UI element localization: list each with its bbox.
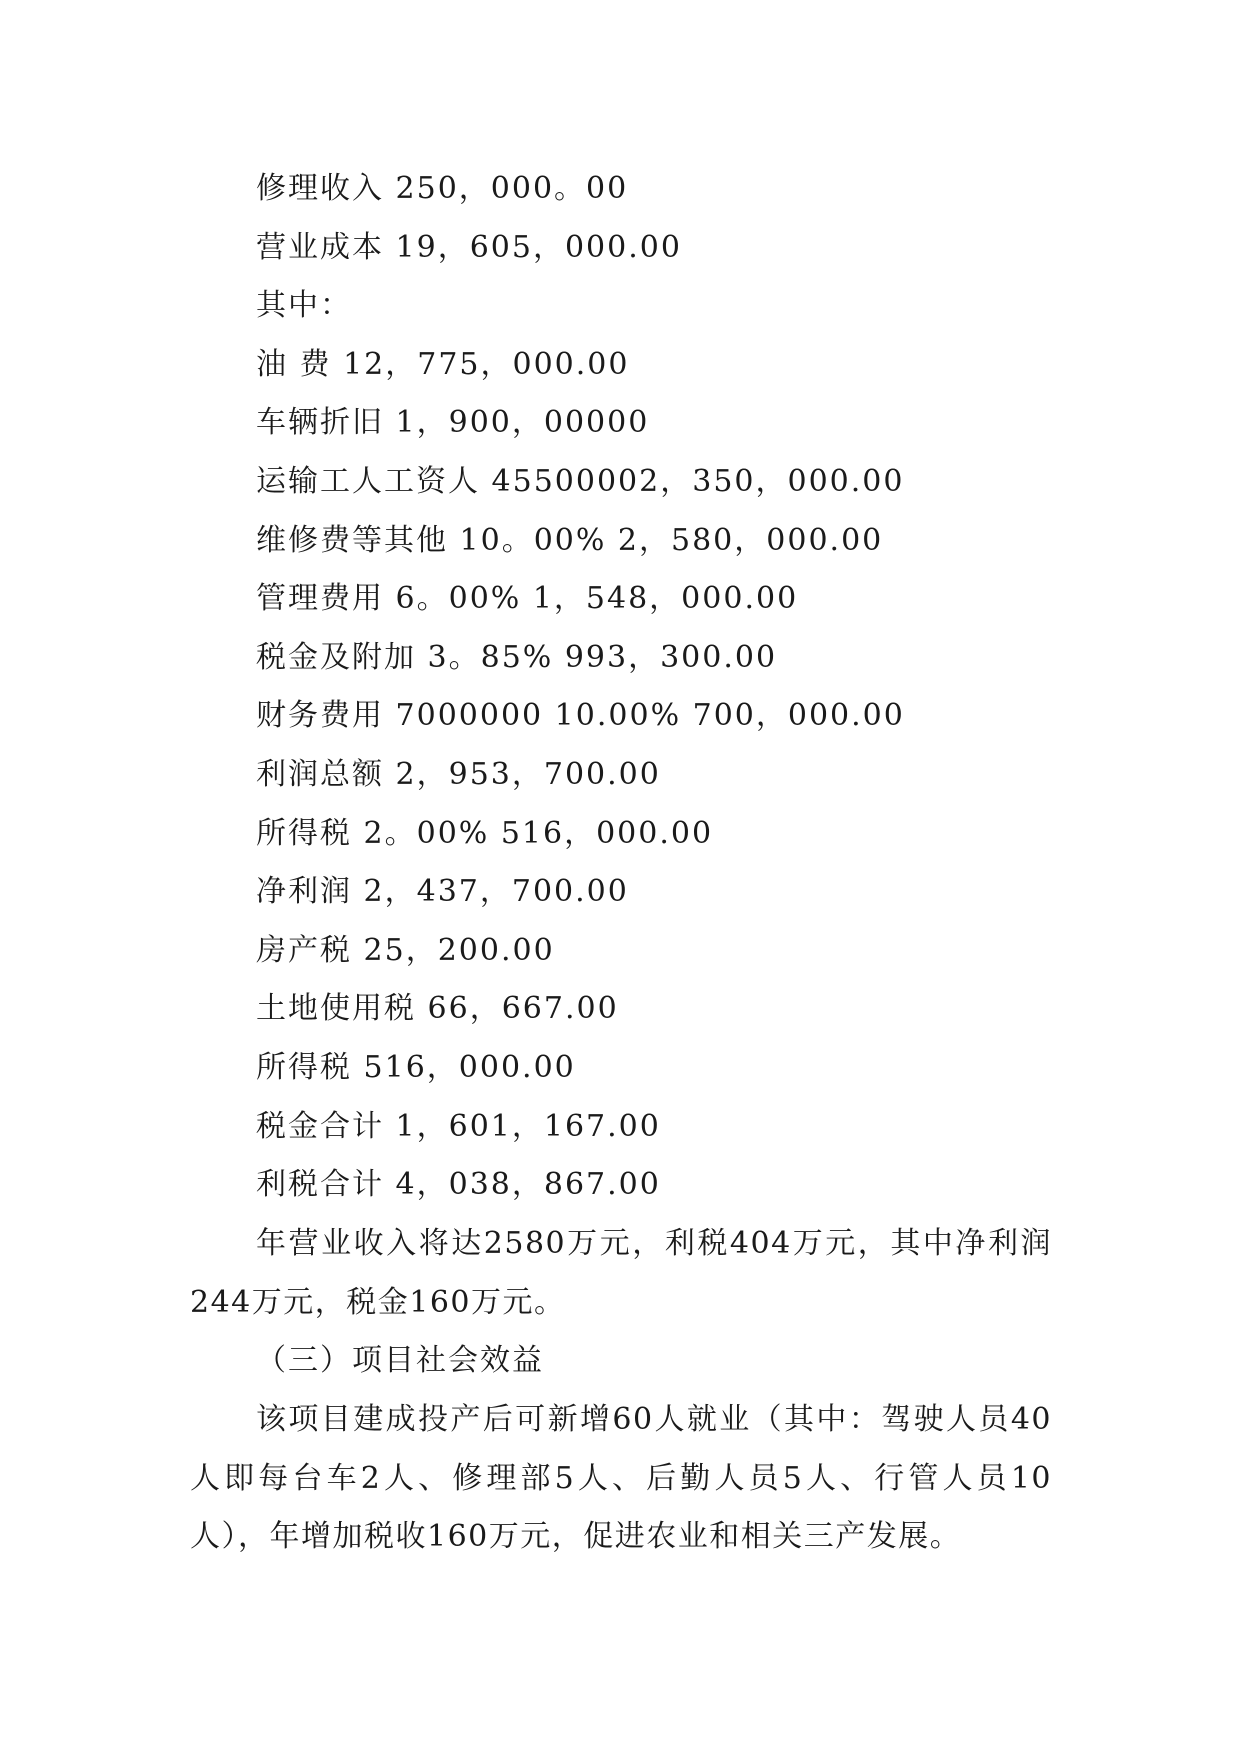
benefit-paragraph: 该项目建成投产后可新增60人就业（其中：驾驶人员40人即每台车2人、修理部5人、后勤人员5人、行管人员10人），年增加税收160万元，促进农业和相关三产发展。 (190, 1402, 1052, 1555)
section-heading: （三）项目社会效益 (256, 1343, 544, 1378)
list-item: 油 费 12，775，000.00 (256, 346, 630, 382)
list-item: 税金及附加 3。85% 993，300.00 (256, 639, 778, 675)
list-item: 所得税 2。00% 516，000.00 (256, 815, 714, 851)
list-item: 营业成本 19，605，000.00 (256, 229, 682, 265)
financial-items-list (256, 160, 905, 1215)
list-item: 维修费等其他 10。00% 2，580，000.00 (256, 522, 884, 558)
summary-paragraph: 年营业收入将达2580万元，利税404万元，其中净利润244万元，税金160万元。 (190, 1226, 1052, 1320)
list-item: 财务费用 7000000 10.00% 700，000.00 (256, 698, 905, 734)
list-item: 车辆折旧 1，900，00000 (256, 405, 650, 441)
list-item: 税金合计 1，601，167.00 (256, 1108, 661, 1144)
list-item: 土地使用税 66，667.00 (256, 991, 619, 1027)
list-item: 房产税 25，200.00 (256, 932, 555, 968)
list-item: 修理收入 250，000。00 (256, 171, 629, 206)
list-item: 管理费用 6。00% 1，548，000.00 (256, 581, 799, 617)
list-item: 利税合计 4，038，867.00 (256, 1167, 661, 1203)
list-item: 其中： (256, 288, 352, 324)
list-item: 所得税 516，000.00 (256, 1049, 576, 1085)
list-item: 运输工人工资人 45500002，350，000.00 (256, 463, 905, 499)
list-item: 净利润 2，437，700.00 (256, 874, 629, 910)
list-item: 利润总额 2，953，700.00 (256, 756, 661, 792)
